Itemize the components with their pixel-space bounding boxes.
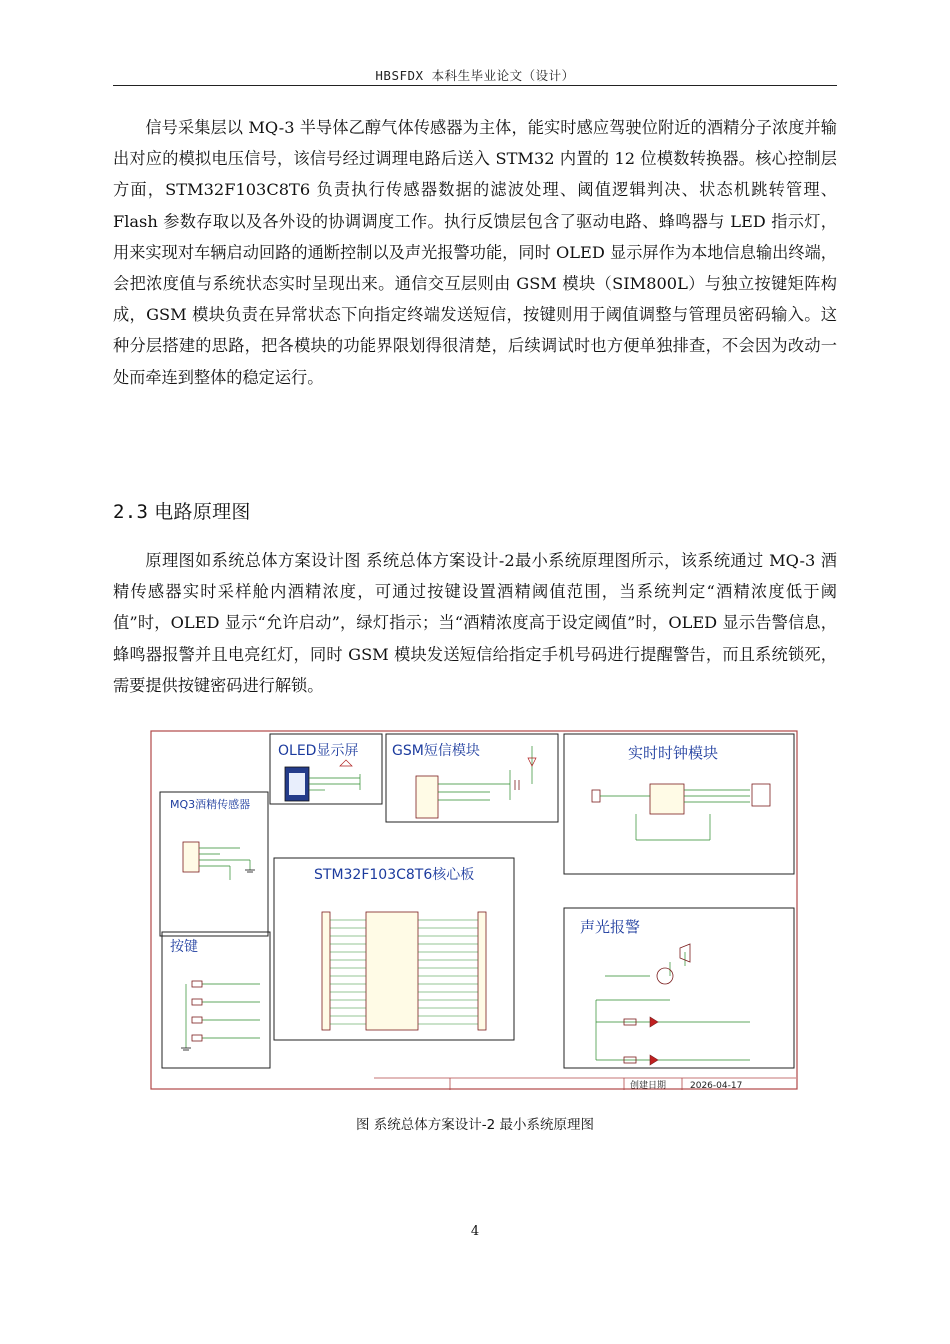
body-paragraph-1: 信号采集层以 MQ-3 半导体乙醇气体传感器为主体，能实时感应驾驶位附近的酒精分子浓度并输出对应的模拟电压信号，该信号经过调理电路后送入 STM32 内置的 12 位模数转换器。核心控制层方面，STM32F103C8T6 负责执行传感器数据的滤波处理、阈值逻辑判决、状态机跳转管理、Flash 参数存取以及各外设的协调调度工作。执行反馈层包含了驱动电路、蜂鸣器与 LED 指示灯，用来实现对车辆启动回路的通断控制以及声光报警功能，同时 OLED 显示屏作为本地信息输出终端，会把浓度值与系统状态实时呈现出来。通信交互层则由 GSM 模块（SIM800L）与独立按键矩阵构成，GSM 模块负责在异常状态下向指定终端发送短信，按键则用于阈值调整与管理员密码输入。这种分层搭建的思路，把各模块的功能界限划得很清楚，后续调试时也方便单独排查，不会因为改动一处而牵连到整体的稳定运行。 xyxy=(113,118,837,387)
gsm-block-title: GSM短信模块 xyxy=(392,743,480,759)
created-date: 2026-04-17 xyxy=(690,1081,743,1091)
mq3-block-title: MQ3酒精传感器 xyxy=(170,798,251,811)
gsm-module-symbol xyxy=(416,776,438,818)
section-heading xyxy=(113,497,251,524)
keys-block-title: 按键 xyxy=(170,939,198,955)
mq3-sensor-symbol xyxy=(183,842,199,872)
created-label: 创建日期 xyxy=(630,1081,667,1091)
oled-block-title: OLED显示屏 xyxy=(278,743,359,759)
schematic-frame xyxy=(151,731,797,1089)
body-paragraph-2: 原理图如系统总体方案设计图 系统总体方案设计-2最小系统原理图所示，该系统通过 MQ-3 酒精传感器实时采样舱内酒精浓度，可通过按键设置酒精阈值范围，当系统判定“酒精浓度低于阈值”时，OLED 显示“允许启动”，绿灯指示；当“酒精浓度高于设定阈值”时，OLED 显示告警信息，蜂鸣器报警并且电亮红灯，同时 GSM 模块发送短信给指定手机号码进行提醒警告，而且系统锁死，需要提供按键密码进行解锁。 xyxy=(113,551,837,695)
header-right-symbol xyxy=(478,912,486,1030)
section-number: 2.3 xyxy=(113,501,149,523)
schematic-diagram xyxy=(150,730,798,1092)
header-left-symbol xyxy=(322,912,330,1030)
schematic-figure xyxy=(150,730,798,1092)
section-title: 电路原理图 xyxy=(154,501,251,523)
alarm-block-title: 声光报警 xyxy=(580,918,641,936)
running-header: HBSFDX 本科生毕业论文（设计） xyxy=(375,68,575,83)
core-block-title: STM32F103C8T6核心板 xyxy=(314,867,475,883)
figure-caption: 图 系统总体方案设计-2 最小系统原理图 xyxy=(355,1117,595,1133)
header-rule xyxy=(113,85,837,86)
rtc-chip-symbol xyxy=(650,784,684,814)
stm32-chip-symbol xyxy=(366,912,418,1030)
rtc-block-title: 实时时钟模块 xyxy=(628,744,719,762)
page-number: 4 xyxy=(470,1224,480,1239)
